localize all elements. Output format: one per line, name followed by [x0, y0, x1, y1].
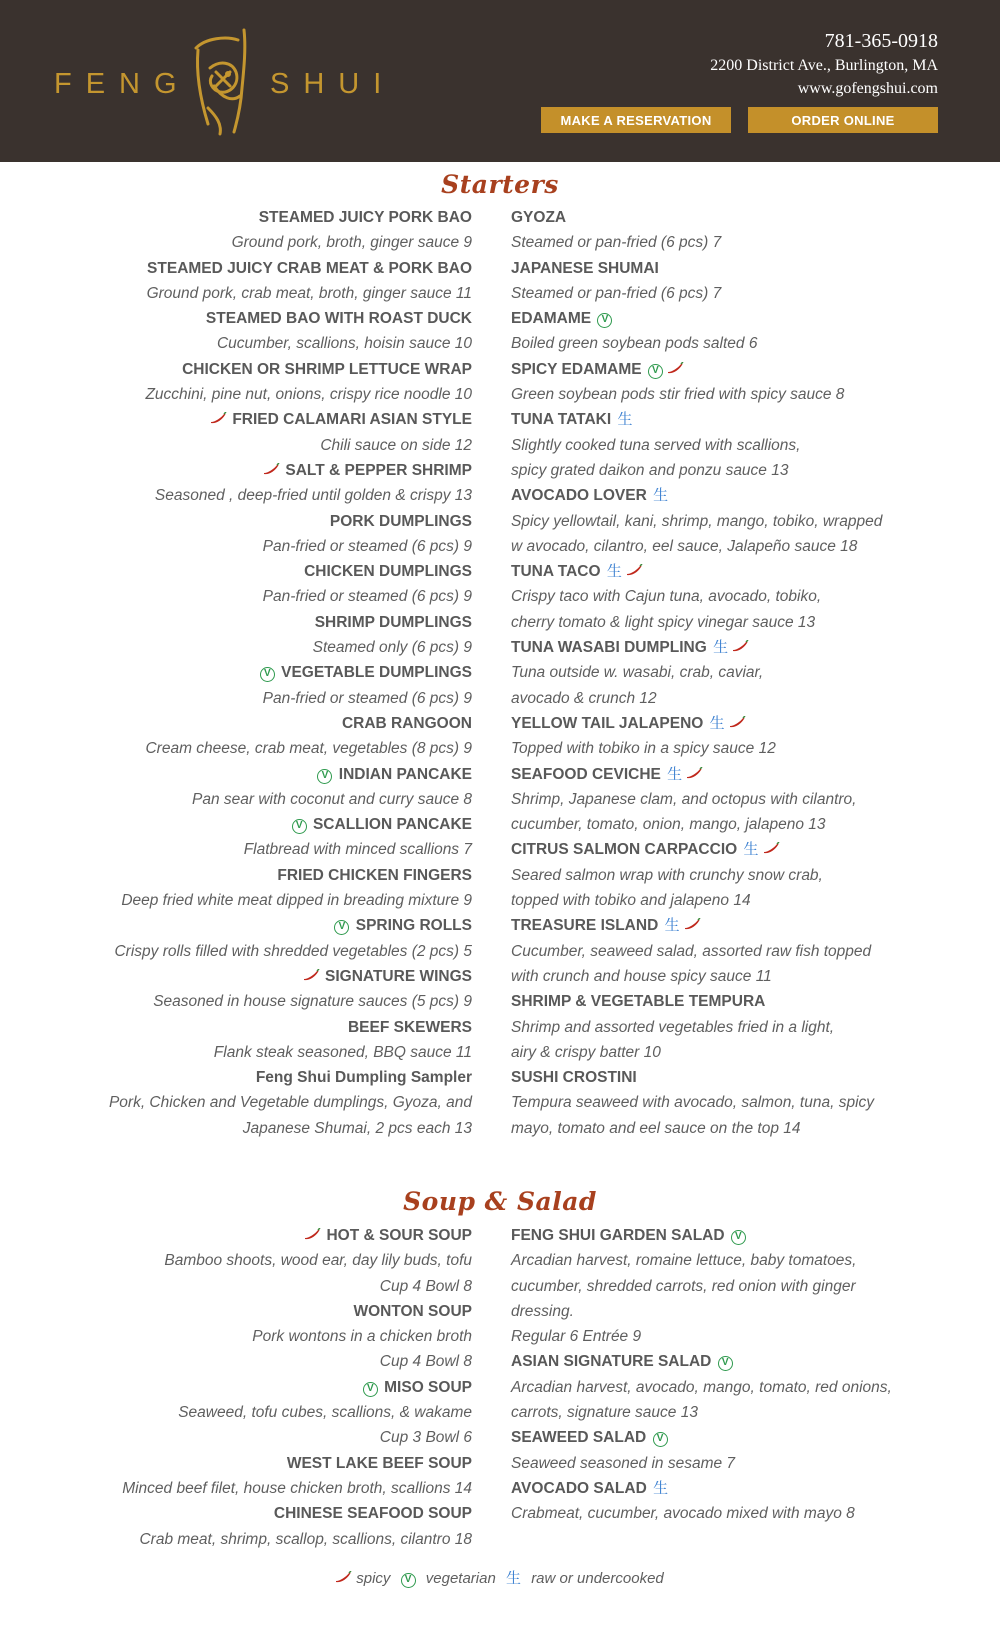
menu-item-name-line — [511, 1349, 951, 1374]
chili-icon — [262, 463, 280, 475]
menu-item-name: PORK DUMPLINGS — [329, 512, 472, 530]
menu-item-name: JAPANESE SHUMAI — [511, 259, 659, 277]
section-title-soup-salad: Soup & Salad — [403, 1187, 597, 1216]
menu-item — [511, 306, 951, 357]
menu-item-name-line — [511, 483, 951, 508]
vegetarian-icon: V — [317, 769, 332, 784]
menu-item-description: Cucumber, scallions, hoisin sauce 10 — [216, 335, 472, 353]
menu-item-name-line — [32, 610, 472, 635]
menu-item — [32, 1375, 472, 1451]
menu-item-description: avocado & crunch 12 — [511, 689, 657, 707]
menu-item — [32, 863, 472, 914]
menu-item-name: INDIAN PANCAKE — [338, 765, 472, 783]
menu-item-description: Green soybean pods stir fried with spicy sauce 8 — [511, 386, 845, 404]
menu-item-description: Seasoned in house signature sauces (5 pcs) 9 — [153, 993, 472, 1011]
menu-item-description: Crabmeat, cucumber, avocado mixed with mayo 8 — [511, 1505, 855, 1523]
menu-item-name-line — [32, 1015, 472, 1040]
menu-item-description: Ground pork, crab meat, broth, ginger sauce 11 — [146, 284, 472, 302]
menu-item — [511, 256, 951, 307]
menu-item-description: Cucumber, seaweed salad, assorted raw fish topped — [511, 942, 872, 960]
menu-item-name: SUSHI CROSTINI — [511, 1069, 637, 1087]
menu-item-name: BEEF SKEWERS — [347, 1018, 472, 1036]
menu-item — [32, 458, 472, 509]
vegetarian-icon: V — [597, 313, 612, 328]
menu-item-name-line — [32, 1299, 472, 1324]
menu-item-name: AVOCADO LOVER — [511, 487, 647, 505]
menu-item-description: Japanese Shumai, 2 pcs each 13 — [242, 1119, 472, 1137]
menu-item-name-line — [32, 863, 472, 888]
menu-item-description: Crab meat, shrimp, scallop, scallions, cilantro 18 — [139, 1530, 472, 1548]
address: 2200 District Ave., Burlington, MA — [710, 57, 938, 74]
menu-item — [32, 913, 472, 964]
vegetarian-icon: V — [260, 667, 275, 682]
menu-item-name-line — [511, 762, 951, 787]
menu-item — [32, 1065, 472, 1141]
menu-item-description: Steamed only (6 pcs) 9 — [312, 639, 472, 657]
menu-item — [32, 559, 472, 610]
menu-item-description: Pan sear with coconut and curry sauce 8 — [191, 790, 472, 808]
menu-item-description: airy & crispy batter 10 — [511, 1043, 661, 1061]
menu-item-name: FRIED CALAMARI ASIAN STYLE — [232, 411, 472, 429]
menu-item-description: spicy grated daikon and ponzu sauce 13 — [511, 461, 789, 479]
vegetarian-icon: V — [648, 364, 663, 379]
menu-item-description: Ground pork, broth, ginger sauce 9 — [231, 234, 472, 252]
brand-name-left: FENG — [54, 68, 191, 100]
menu-item — [511, 1223, 951, 1349]
chili-icon — [685, 767, 703, 779]
menu-item-name-line — [511, 913, 951, 938]
menu-item — [32, 711, 472, 762]
menu-item-description: Tuna outside w. wasabi, crab, caviar, — [511, 664, 764, 682]
vegetarian-icon: V — [292, 819, 307, 834]
menu-item — [511, 711, 951, 762]
menu-item-name: SHRIMP DUMPLINGS — [314, 613, 472, 631]
menu-item-name-line — [511, 357, 951, 382]
menu-item-description: Steamed or pan-fried (6 pcs) 7 — [511, 284, 722, 302]
menu-item-name-line — [511, 256, 951, 281]
chili-icon — [666, 362, 684, 374]
chili-icon — [334, 1571, 352, 1583]
menu-item-name: WEST LAKE BEEF SOUP — [286, 1454, 472, 1472]
menu-item-name-line — [511, 635, 951, 660]
menu-item-name-line — [511, 559, 951, 584]
menu-item-description: Bamboo shoots, wood ear, day lily buds, tofu — [164, 1252, 472, 1270]
menu-item-description: Cup 3 Bowl 6 — [379, 1429, 472, 1447]
menu-item-name: EDAMAME — [511, 310, 592, 328]
raw-icon: 生 — [653, 486, 669, 505]
menu-item-description: Crispy taco with Cajun tuna, avocado, tobiko, — [511, 588, 822, 606]
chili-icon — [303, 1228, 321, 1240]
menu-item-description: dressing. — [511, 1302, 574, 1320]
menu-item-name: CRAB RANGOON — [341, 714, 472, 732]
raw-icon: 生 — [617, 410, 633, 429]
menu-item-name: WONTON SOUP — [353, 1302, 472, 1320]
legend-raw: raw or undercooked — [531, 1570, 664, 1587]
menu-item — [511, 1349, 951, 1425]
chili-icon — [302, 969, 320, 981]
menu-item — [511, 913, 951, 989]
menu-item-name-line — [511, 711, 951, 736]
menu-item-name-line — [511, 306, 951, 331]
order-online-button[interactable]: ORDER ONLINE — [748, 107, 938, 133]
menu-item-name-line — [32, 458, 472, 483]
raw-icon: 生 — [667, 764, 683, 783]
menu-item-name-line — [32, 913, 472, 938]
menu-item-name: TREASURE ISLAND — [511, 917, 659, 935]
menu-item — [32, 1299, 472, 1375]
raw-icon: 生 — [709, 713, 725, 732]
menu-item-description: Chili sauce on side 12 — [320, 436, 472, 454]
menu-item-name-line — [511, 1476, 951, 1501]
vegetarian-icon: V — [363, 1382, 378, 1397]
raw-icon: 生 — [653, 1478, 669, 1497]
menu-item — [511, 635, 951, 711]
menu-item-name: TUNA TACO — [511, 563, 601, 581]
menu-item-description: Regular 6 Entrée 9 — [511, 1328, 642, 1346]
menu-item-description: Pork, Chicken and Vegetable dumplings, Gyoza, and — [108, 1094, 472, 1112]
menu-item-description: Spicy yellowtail, kani, shrimp, mango, tobiko, wrapped — [511, 512, 883, 530]
menu-item-description: Pan-fried or steamed (6 pcs) 9 — [262, 689, 472, 707]
menu-item-description: Crispy rolls filled with shredded vegetables (2 pcs) 5 — [114, 942, 472, 960]
menu-item-name-line — [32, 509, 472, 534]
menu-item-name: STEAMED BAO WITH ROAST DUCK — [205, 310, 472, 328]
menu-item-name: YELLOW TAIL JALAPENO — [511, 714, 704, 732]
menu-item — [32, 306, 472, 357]
menu-item-name: Feng Shui Dumpling Sampler — [255, 1069, 472, 1087]
menu-item-name: SALT & PEPPER SHRIMP — [285, 461, 472, 479]
menu-item-name-line — [32, 306, 472, 331]
menu-item — [32, 1451, 472, 1502]
starters-left-column — [32, 205, 472, 1141]
menu-item-description: Flank steak seasoned, BBQ sauce 11 — [213, 1043, 472, 1061]
menu-item-name-line — [511, 1425, 951, 1450]
menu-item — [511, 407, 951, 483]
menu-item-description: Arcadian harvest, avocado, mango, tomato, red onions, — [511, 1378, 892, 1396]
menu-item-name-line — [32, 1375, 472, 1400]
menu-item — [511, 483, 951, 559]
menu-item-description: Seaweed seasoned in sesame 7 — [511, 1454, 736, 1472]
menu-item — [511, 205, 951, 256]
menu-item-name: HOT & SOUR SOUP — [326, 1227, 472, 1244]
menu-item-description: Pan-fried or steamed (6 pcs) 9 — [262, 537, 472, 555]
menu-item-description: carrots, signature sauce 13 — [511, 1404, 698, 1422]
menu-item-name: SHRIMP & VEGETABLE TEMPURA — [511, 993, 766, 1011]
menu-item-name-line — [32, 762, 472, 787]
menu-item-description: Tempura seaweed with avocado, salmon, tuna, spicy — [511, 1094, 875, 1112]
menu-item-description: Steamed or pan-fried (6 pcs) 7 — [511, 234, 722, 252]
menu-item-name-line — [32, 205, 472, 230]
phone-number[interactable]: 781-365-0918 — [824, 30, 938, 52]
menu-item-description: Deep fried white meat dipped in breading mixture 9 — [121, 892, 472, 910]
menu-item-name: STEAMED JUICY CRAB MEAT & PORK BAO — [147, 259, 472, 277]
legend — [0, 1567, 1000, 1588]
menu-item — [32, 762, 472, 813]
website-link[interactable]: www.gofengshui.com — [797, 80, 938, 97]
menu-item — [511, 1425, 951, 1476]
vegetarian-icon: V — [334, 920, 349, 935]
menu-item-name-line — [32, 256, 472, 281]
chili-icon — [683, 918, 701, 930]
menu-item-name-line — [511, 1223, 951, 1248]
menu-item-name-line — [511, 1065, 951, 1090]
menu-item — [32, 1223, 472, 1299]
menu-item-name-line — [511, 407, 951, 432]
menu-item-description: Topped with tobiko in a spicy sauce 12 — [511, 740, 776, 758]
menu-item-name: FENG SHUI GARDEN SALAD — [511, 1227, 725, 1244]
chili-icon — [731, 640, 749, 652]
chili-icon — [728, 716, 746, 728]
menu-item-name: AVOCADO SALAD — [511, 1479, 647, 1497]
menu-item-name: ASIAN SIGNATURE SALAD — [511, 1353, 712, 1371]
menu-item — [32, 205, 472, 256]
menu-item-description: mayo, tomato and eel sauce on the top 14 — [511, 1119, 801, 1137]
menu-item-name: SPRING ROLLS — [355, 917, 472, 935]
section-title-starters: Starters — [441, 170, 559, 199]
menu-item — [511, 762, 951, 838]
raw-icon: 生 — [713, 638, 729, 657]
menu-item-name-line — [32, 812, 472, 837]
vegetarian-icon: V — [653, 1432, 668, 1447]
menu-item-description: Seared salmon wrap with crunchy snow crab, — [511, 866, 823, 884]
header-bar — [0, 0, 1000, 162]
vegetarian-icon: V — [718, 1356, 733, 1371]
menu-item-name: SPICY EDAMAME — [511, 360, 642, 378]
menu-item-name: VEGETABLE DUMPLINGS — [281, 664, 472, 682]
menu-item — [511, 357, 951, 408]
menu-item-description: Shrimp, Japanese clam, and octopus with cilantro, — [511, 790, 857, 808]
menu-item-name: SIGNATURE WINGS — [325, 967, 472, 985]
menu-item-name: TUNA WASABI DUMPLING — [511, 639, 707, 657]
make-reservation-button[interactable]: MAKE A RESERVATION — [541, 107, 731, 133]
vegetarian-icon: V — [731, 1230, 746, 1245]
raw-icon: 生 — [606, 562, 622, 581]
menu-item-name: CHINESE SEAFOOD SOUP — [273, 1505, 472, 1523]
menu-item — [32, 1015, 472, 1066]
menu-item — [32, 610, 472, 661]
menu-item-name-line — [32, 1451, 472, 1476]
menu-item-description: Boiled green soybean pods salted 6 — [511, 335, 758, 353]
menu-item — [32, 256, 472, 307]
menu-item-name: SEAWEED SALAD — [511, 1429, 647, 1447]
menu-item-name-line — [511, 205, 951, 230]
menu-item — [511, 1065, 951, 1141]
menu-item-description: Seasoned , deep-fried until golden & crispy 13 — [154, 487, 472, 505]
vegetarian-icon: V — [401, 1573, 416, 1588]
menu-item-description: Pan-fried or steamed (6 pcs) 9 — [262, 588, 472, 606]
chili-icon — [762, 842, 780, 854]
raw-icon: 生 — [743, 840, 759, 859]
brand-name-right: SHUI — [270, 68, 396, 100]
menu-item-name: MISO SOUP — [384, 1378, 472, 1396]
menu-item — [32, 964, 472, 1015]
menu-item-name: GYOZA — [511, 209, 567, 226]
menu-item-description: Zucchini, pine nut, onions, crispy rice noodle 10 — [145, 386, 472, 404]
menu-item-name-line — [511, 837, 951, 862]
menu-item-name: FRIED CHICKEN FINGERS — [277, 866, 472, 884]
menu-item-description: Seaweed, tofu cubes, scallions, & wakame — [178, 1404, 472, 1422]
menu-item-name: CHICKEN OR SHRIMP LETTUCE WRAP — [182, 360, 472, 378]
legend-spicy: spicy — [356, 1570, 391, 1587]
menu-item — [511, 989, 951, 1065]
menu-item-description: Cup 4 Bowl 8 — [379, 1277, 472, 1295]
menu-item-description: topped with tobiko and jalapeno 14 — [511, 892, 751, 910]
raw-icon: 生 — [664, 916, 680, 935]
menu-item-name: CHICKEN DUMPLINGS — [304, 563, 472, 581]
menu-item-name-line — [32, 559, 472, 584]
menu-item — [32, 509, 472, 560]
menu-item-description: Flatbread with minced scallions 7 — [243, 841, 472, 859]
chili-icon — [625, 564, 643, 576]
menu-item-description: Cream cheese, crab meat, vegetables (8 pcs) 9 — [145, 740, 472, 758]
raw-icon: 生 — [506, 1569, 522, 1587]
contact-info — [710, 28, 938, 100]
menu-item-name-line — [511, 989, 951, 1014]
menu-item-description: cucumber, shredded carrots, red onion with ginger — [511, 1277, 856, 1295]
menu-item-description: Slightly cooked tuna served with scallions, — [511, 436, 801, 454]
chili-icon — [209, 412, 227, 424]
menu-item-name-line — [32, 1501, 472, 1526]
menu-item — [511, 837, 951, 913]
menu-item-name-line — [32, 711, 472, 736]
menu-item-name-line — [32, 357, 472, 382]
starters-right-column — [511, 205, 951, 1141]
menu-item-name-line — [32, 1065, 472, 1090]
menu-item — [32, 1501, 472, 1552]
menu-item — [32, 660, 472, 711]
menu-item-name: STEAMED JUICY PORK BAO — [258, 209, 472, 226]
brand-logo[interactable] — [52, 36, 412, 146]
legend-vegetarian: vegetarian — [425, 1570, 496, 1587]
menu-item — [32, 812, 472, 863]
menu-item-description: Pork wontons in a chicken broth — [252, 1328, 472, 1346]
menu-item-name: SCALLION PANCAKE — [312, 816, 472, 834]
menu-item-name-line — [32, 660, 472, 685]
menu-item-description: with crunch and house spicy sauce 11 — [511, 967, 772, 985]
menu-item-description: Cup 4 Bowl 8 — [379, 1353, 472, 1371]
soup-left-column — [32, 1223, 472, 1552]
menu-item-description: w avocado, cilantro, eel sauce, Jalapeño sauce 18 — [511, 537, 858, 555]
menu-item-description: cucumber, tomato, onion, mango, jalapeno 13 — [511, 816, 826, 834]
fish-logo-icon — [186, 28, 266, 138]
menu-item-name: SEAFOOD CEVICHE — [511, 765, 661, 783]
menu-item — [32, 357, 472, 408]
menu-item-name-line — [32, 407, 472, 432]
salad-right-column — [511, 1223, 951, 1527]
menu-item — [511, 559, 951, 635]
menu-item-name: TUNA TATAKI — [511, 411, 612, 429]
menu-item — [32, 407, 472, 458]
menu-item-name-line — [32, 964, 472, 989]
menu-item — [511, 1476, 951, 1527]
menu-item-name: CITRUS SALMON CARPACCIO — [511, 841, 738, 859]
menu-item-name-line — [32, 1223, 472, 1248]
menu-item-description: Minced beef filet, house chicken broth, scallions 14 — [122, 1479, 472, 1497]
menu-item-description: Shrimp and assorted vegetables fried in a light, — [511, 1018, 835, 1036]
menu-item-description: Arcadian harvest, romaine lettuce, baby tomatoes, — [511, 1252, 857, 1270]
menu-item-description: cherry tomato & light spicy vinegar sauce 13 — [511, 613, 816, 631]
